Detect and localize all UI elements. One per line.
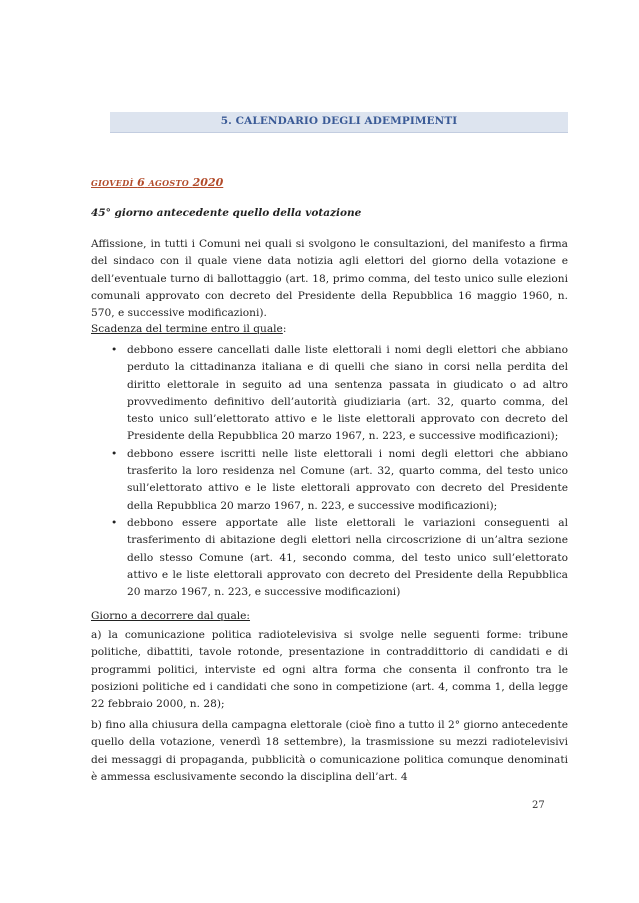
bullet-icon: •	[111, 344, 118, 356]
intro-paragraph: Affissione, in tutti i Comuni nei quali si svolgono le consultazioni, del manifesto a firma del sindaco con il quale viene data notizia agli elettori del giorno della votazione e dell’eventuale turno di ballottaggio (art. 18, primo comma, del testo unico sulle elezioni comunali approvato con decreto del Presidente della Repubblica 16 maggio 1960, n. 570, e successive modificazioni).	[91, 238, 568, 320]
bullet-icon: •	[111, 447, 118, 460]
deadline-label: Scadenza del termine entro il quale	[91, 323, 283, 335]
start-item-a: a) la comunicazione politica radiotelevisiva si svolge nelle seguenti forme: tribune politiche, dibattiti, tavole rotonde, presentazione in contraddittorio di candidati e di programmi politici, interviste ed ogni altra forma che consenta il confronto tra le posizioni politiche ed i candidati che sono in competizione (art. 4, comma 1, della legge 22 febbraio 2000, n. 28);	[91, 629, 568, 711]
list-item	[91, 515, 568, 601]
deadline-label-suffix: :	[282, 323, 287, 335]
list-item-text: debbono essere apportate alle liste elettorali le variazioni conseguenti al trasferimento di abitazione degli elettori nella circoscrizione di un’altra sezione dello stesso Comune (art. 41, secondo comma, del testo unico sull’elettorato attivo e le liste elettorali approvato con decreto del Presidente della Repubblica 20 marzo 1967, n. 223, e successive modificazioni)	[127, 516, 568, 599]
date-day-name: GIOVEDÌ	[91, 178, 134, 188]
days-before-heading: 45° giorno antecedente quello della votazione	[91, 207, 362, 219]
deadline-label-line	[91, 323, 286, 335]
date-month: AGOSTO	[148, 178, 189, 188]
start-item-b: b) fino alla chiusura della campagna elettorale (cioè fino a tutto il 2° giorno antecedente quello della votazione, venerdì 18 settembre), la trasmissione su mezzi radiotelevisivi dei messaggi di propaganda, pubblicità o comunicazione politica comunque denominati è ammessa esclusivamente secondo la disciplina dell’art. 4	[91, 719, 568, 783]
date-day-number: 6	[137, 176, 145, 189]
section-heading-bar	[110, 112, 568, 133]
list-item	[91, 342, 568, 446]
list-item-text: debbono essere cancellati dalle liste elettorali i nomi degli elettori che abbiano perduto la cittadinanza italiana e di quelli che siano in corsi nella perdita del diritto elettorale in seguito ad una sentenza passata in giudicato o ad altro provvedimento definitivo dell’autorità giudiziaria (art. 32, quarto comma, del testo unico sull’elettorato attivo e le liste elettorali approvato con decreto del Presidente della Repubblica 20 marzo 1967, n. 223, e successive modificazioni);	[127, 344, 568, 443]
date-heading	[91, 176, 223, 189]
bullet-icon: •	[111, 516, 118, 529]
deadline-list	[91, 342, 568, 601]
list-item-text: debbono essere iscritti nelle liste elettorali i nomi degli elettori che abbiano trasferito la loro residenza nel Comune (art. 32, quarto comma, del testo unico sull’elettorato attivo e le liste elettorali approvato con decreto del Presidente della Repubblica 20 marzo 1967, n. 223, e successive modificazioni);	[127, 447, 568, 512]
page-number: 27	[532, 800, 545, 811]
section-heading: 5. CALENDARIO DEGLI ADEMPIMENTI	[220, 115, 458, 127]
start-label: Giorno a decorrere dal quale:	[91, 610, 251, 622]
date-year: 2020	[192, 176, 224, 189]
list-item	[91, 446, 568, 515]
